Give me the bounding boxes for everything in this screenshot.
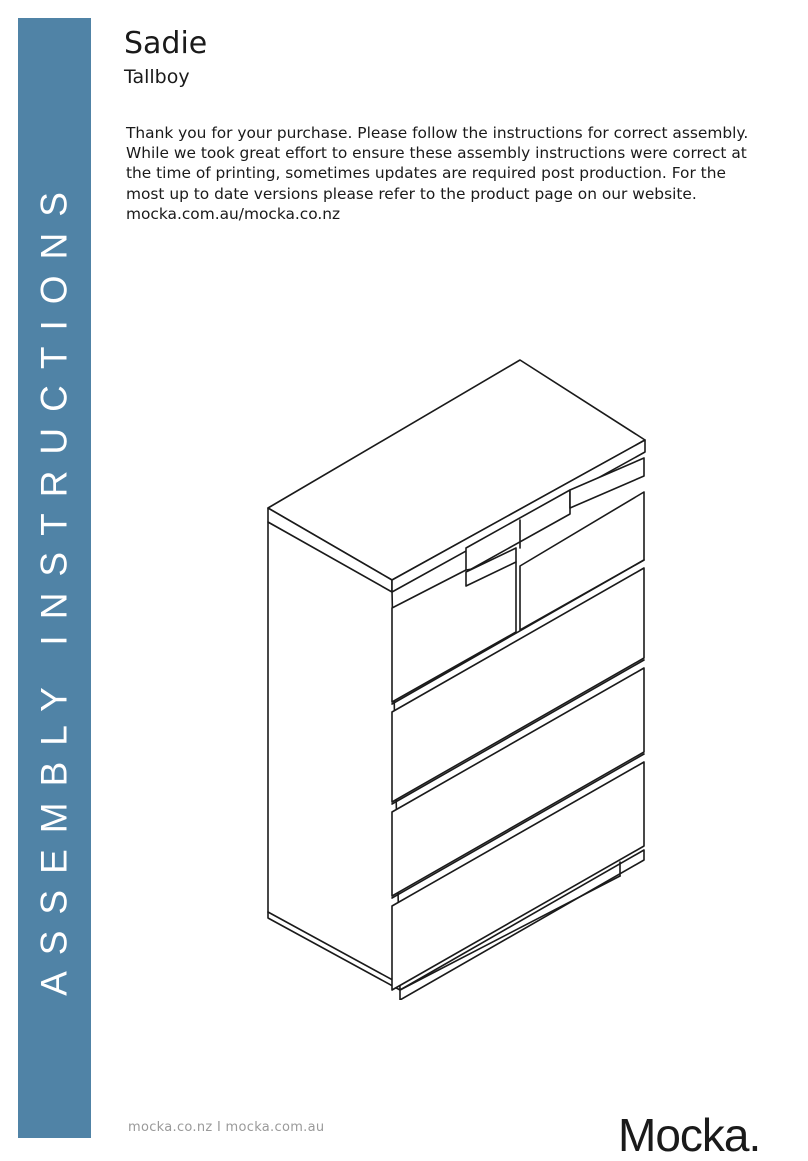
mocka-logo: Mocka. <box>618 1109 761 1161</box>
assembly-instructions-title: ASSEMBLY INSTRUCTIONS <box>33 176 75 996</box>
intro-paragraph: Thank you for your purchase. Please follow the instructions for correct assembly. While we took great effort to ensure these assembly instructions were correct at the time of printing, sometimes updates are required post production. For the most up to date versions please refer to the product page on our website. mocka.com.au/mocka.co.nz <box>126 124 749 223</box>
footer-urls: mocka.co.nz I mocka.com.au <box>128 1120 325 1135</box>
product-name: Sadie <box>124 26 208 61</box>
product-type: Tallboy <box>124 66 190 88</box>
tallboy-illustration <box>260 350 660 1000</box>
